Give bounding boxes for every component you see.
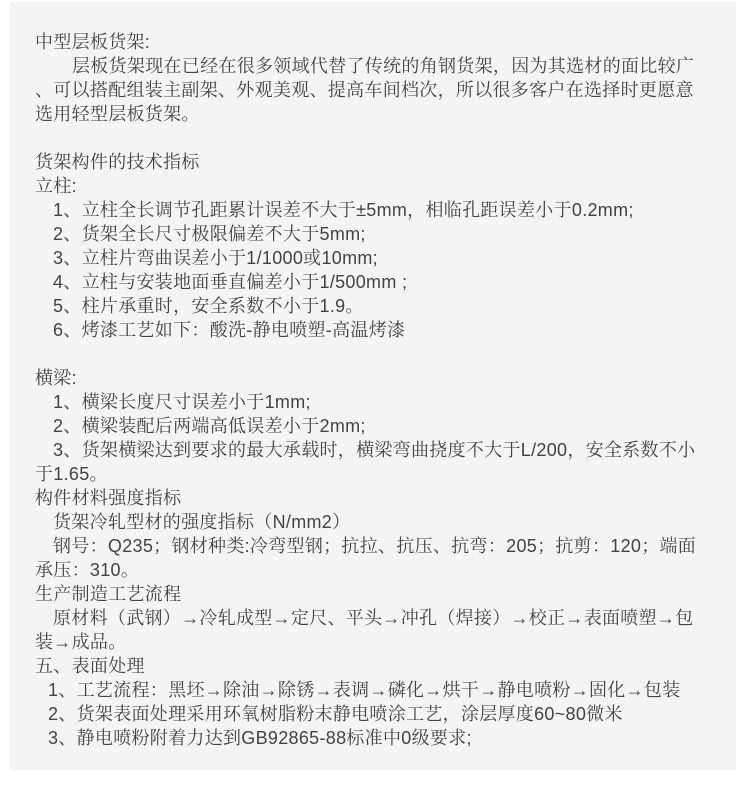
spacer (35, 126, 714, 150)
spacer (35, 342, 714, 366)
process-flow-continuation: 装→成品。 (35, 632, 127, 652)
beam-subheader: 横梁: (35, 368, 77, 388)
beam-item: 3、货架横梁达到要求的最大承载时，横梁弯曲挠度不大于L/200，安全系数不小 (53, 440, 696, 460)
upright-subheader: 立柱: (35, 176, 77, 196)
beam-item-continuation: 于1.65。 (35, 464, 108, 484)
surface-item: 2、货架表面处理采用环氧树脂粉末静电喷涂工艺，涂层厚度60~80微米 (48, 704, 623, 724)
upright-item: 2、货架全长尺寸极限偏差不大于5mm; (53, 224, 366, 244)
strength-line-2: 钢号：Q235；钢材种类:冷弯型钢；抗拉、抗压、抗弯：205；抗剪：120；端面 (53, 536, 697, 556)
strength-section-header: 构件材料强度指标 (35, 488, 182, 508)
beam-item: 2、横梁装配后两端高低误差小于2mm; (53, 416, 366, 436)
upright-item: 4、立柱与安装地面垂直偏差小于1/500mm ; (53, 272, 408, 292)
product-spec-document (10, 2, 736, 750)
upright-item: 6、烤漆工艺如下：酸洗-静电喷塑-高温烤漆 (53, 320, 406, 340)
intro-line-1: 层板货架现在已经在很多领域代替了传统的角钢货架，因为其选材的面比较广 (72, 56, 695, 76)
upright-item: 3、立柱片弯曲误差小于1/1000或10mm; (53, 248, 378, 268)
surface-section-header: 五、表面处理 (35, 656, 145, 676)
surface-item: 3、静电喷粉附着力达到GB92865-88标准中0级要求; (48, 728, 472, 748)
strength-line-1: 货架冷轧型材的强度指标（N/mm2） (53, 512, 351, 532)
upright-item: 1、立柱全长调节孔距累计误差不大于±5mm，相临孔距误差小于0.2mm; (53, 200, 634, 220)
doc-title: 中型层板货架: (35, 32, 151, 52)
upright-item: 5、柱片承重时，安全系数不小于1.9。 (53, 296, 364, 316)
beam-item: 1、横梁长度尺寸误差小于1mm; (53, 392, 311, 412)
strength-line-continuation: 承压：310。 (35, 560, 140, 580)
process-section-header: 生产制造工艺流程 (35, 584, 182, 604)
tech-section-header: 货架构件的技术指标 (35, 152, 200, 172)
intro-line-3: 选用轻型层板货架。 (35, 104, 200, 124)
surface-item: 1、工艺流程：黑坯→除油→除锈→表调→磷化→烘干→静电喷粉→固化→包装 (48, 680, 681, 700)
intro-line-2: 、可以搭配组装主副架、外观美观、提高车间档次，所以很多客户在选择时更愿意 (35, 80, 694, 100)
process-flow-line: 原材料（武钢）→冷轧成型→定尺、平头→冲孔（焊接）→校正→表面喷塑→包 (53, 608, 694, 628)
content-panel (10, 2, 736, 770)
